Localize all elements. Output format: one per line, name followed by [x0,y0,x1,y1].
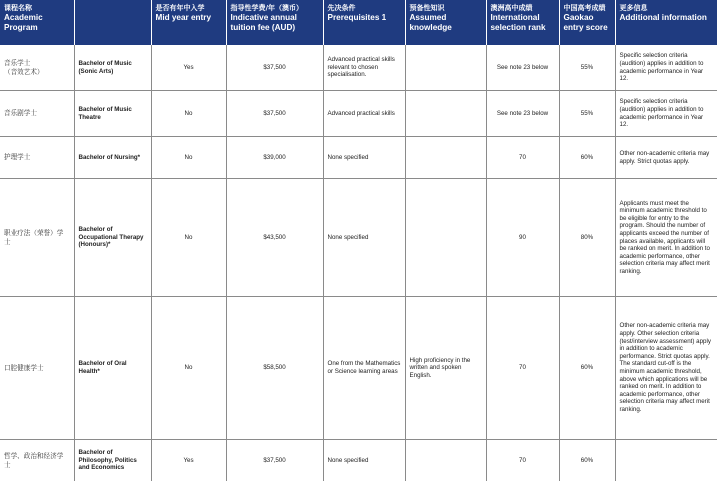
program-name-zh: 哲学、政治和经济学士 [0,440,74,481]
additional-info: Other non-academic criteria may apply. Other selection criteria (test/interview assessment) apply in addition to academic performance. Strict quotas apply. The standard cut-off is the minimum academic threshold, above which applications will be ranked on merit. In addition to academic performance, other selection criteria may affect merit ranking. [615,297,717,440]
gaokao-score: 60% [559,137,615,179]
header-en: Assumed knowledge [410,13,482,32]
header-en: Additional information [620,13,714,23]
program-name-zh: 音乐剧学士 [0,91,74,137]
additional-info: Specific selection criteria (audition) applies in addition to academic performance in Year 12. [615,91,717,137]
mid-year-entry: No [151,137,226,179]
tuition-fee: $37,500 [226,440,323,481]
assumed-knowledge [405,137,486,179]
header-zh: 中国高考成绩 [564,4,611,13]
mid-year-entry: No [151,91,226,137]
header-en: Indicative annual tuition fee (AUD) [231,13,319,32]
header-assumed-knowledge [405,0,486,45]
gaokao-score: 55% [559,45,615,91]
assumed-knowledge [405,179,486,297]
prerequisites: None specified [323,137,405,179]
mid-year-entry: No [151,179,226,297]
mid-year-entry: Yes [151,45,226,91]
header-en: Academic Program [4,13,70,32]
program-name: Bachelor of Music (Sonic Arts) [74,45,151,91]
header-selection-rank [486,0,559,45]
header-en: Mid year entry [156,13,222,23]
header-gaokao [559,0,615,45]
additional-info: Applicants must meet the minimum academic threshold to be eligible for entry to the program. Should the number of applicants exceed the number of places available, applicants will be ranked on merit. In addition to academic performance, other selection criteria may affect merit ranking. [615,179,717,297]
program-name-zh: 口腔健康学士 [0,297,74,440]
program-name-zh: 音乐学士 （音效艺术） [0,45,74,91]
mid-year-entry: Yes [151,440,226,481]
gaokao-score: 55% [559,91,615,137]
header-additional-info [615,0,717,45]
additional-info: Specific selection criteria (audition) applies in addition to academic performance in Year 12. [615,45,717,91]
selection-rank: See note 23 below [486,45,559,91]
program-name: Bachelor of Oral Health* [74,297,151,440]
selection-rank: 70 [486,440,559,481]
header-zh: 先决条件 [328,4,401,13]
header-en: Gaokao entry score [564,13,611,32]
selection-rank: 90 [486,179,559,297]
header-tuition-fee [226,0,323,45]
table-row [0,45,717,91]
selection-rank: 70 [486,137,559,179]
header-zh: 课程名称 [4,4,70,13]
additional-info [615,440,717,481]
table-row [0,297,717,440]
program-name-zh: 护理学士 [0,137,74,179]
prerequisites: One from the Mathematics or Science learning areas [323,297,405,440]
tuition-fee: $39,000 [226,137,323,179]
header-program-name-en [74,0,151,45]
prerequisites: Advanced practical skills [323,91,405,137]
assumed-knowledge [405,91,486,137]
assumed-knowledge [405,440,486,481]
selection-rank: 70 [486,297,559,440]
header-en: International selection rank [491,13,555,32]
header-mid-year [151,0,226,45]
table-row [0,91,717,137]
gaokao-score: 60% [559,440,615,481]
tuition-fee: $43,500 [226,179,323,297]
header-row [0,0,717,45]
program-name-zh: 职业疗法（荣誉）学士 [0,179,74,297]
tuition-fee: $37,500 [226,91,323,137]
gaokao-score: 60% [559,297,615,440]
prerequisites: None specified [323,440,405,481]
gaokao-score: 80% [559,179,615,297]
mid-year-entry: No [151,297,226,440]
program-name: Bachelor of Philosophy, Politics and Economics [74,440,151,481]
table-row [0,137,717,179]
header-zh: 更多信息 [620,4,714,13]
tuition-fee: $58,500 [226,297,323,440]
selection-rank: See note 23 below [486,91,559,137]
program-name: Bachelor of Nursing* [74,137,151,179]
header-zh: 是否有年中入学 [156,4,222,13]
table-row [0,440,717,481]
assumed-knowledge [405,45,486,91]
prerequisites: None specified [323,179,405,297]
table-row [0,179,717,297]
header-prerequisites [323,0,405,45]
additional-info: Other non-academic criteria may apply. Strict quotas apply. [615,137,717,179]
header-zh: 指导性学费/年（澳币） [231,4,319,13]
header-zh: 澳洲高中成绩 [491,4,555,13]
prerequisites: Advanced practical skills relevant to chosen specialisation. [323,45,405,91]
tuition-fee: $37,500 [226,45,323,91]
header-zh: 预备性知识 [410,4,482,13]
header-academic-program [0,0,74,45]
assumed-knowledge: High proficiency in the written and spoken English. [405,297,486,440]
program-name: Bachelor of Occupational Therapy (Honours)* [74,179,151,297]
header-en: Prerequisites 1 [328,13,401,23]
program-name: Bachelor of Music Theatre [74,91,151,137]
